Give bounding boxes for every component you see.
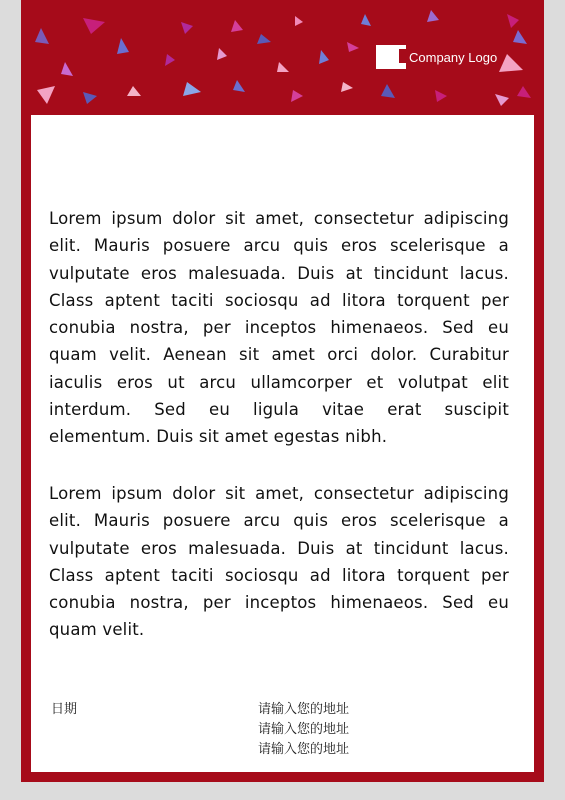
company-logo (376, 44, 497, 70)
logo-mark-icon (376, 45, 406, 69)
letter-body-panel (31, 115, 534, 772)
address-line: 请输入您的地址 (258, 742, 350, 757)
logo-text: Company Logo (409, 49, 498, 65)
letterhead-sheet (21, 0, 544, 782)
address-line: 请输入您的地址 (258, 722, 350, 737)
body-paragraph-1: Lorem ipsum dolor sit amet, consectetur adipiscing elit. Mauris posuere arcu quis eros scelerisque a vulputate eros malesuada. Duis at tincidunt lacus. Class aptent taciti sociosqu ad litora torquent per conubia nostra, per inceptos himenaeos. Sed eu quam velit. Aenean sit amet orci dolor. Curabitur iaculis eros ut arcu ullamcorper et volutpat elit interdum. Sed eu ligula vitae erat suscipit elementum. Duis sit amet egestas nibh. (49, 209, 509, 447)
date-label: 日期 (51, 702, 78, 717)
address-block (258, 700, 349, 760)
body-paragraph-2: Lorem ipsum dolor sit amet, consectetur adipiscing elit. Mauris posuere arcu quis eros scelerisque a vulputate eros malesuada. Duis at tincidunt lacus. Class aptent taciti sociosqu ad litora torquent per conubia nostra, per inceptos himenaeos. Sed eu quam velit. (49, 484, 509, 640)
address-line: 请输入您的地址 (258, 702, 350, 717)
